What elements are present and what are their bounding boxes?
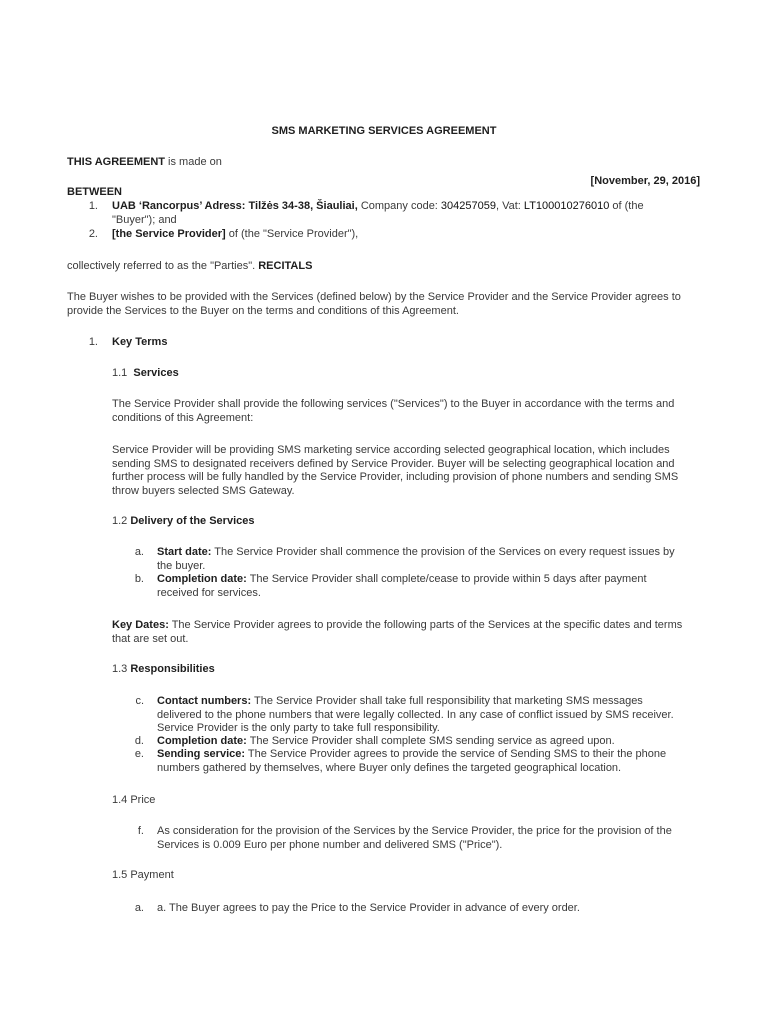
section-1-3-label: Responsibilities [130, 663, 215, 675]
section-1-1-heading [112, 367, 179, 381]
party-1-of-text: of (the [609, 200, 644, 212]
vat-number: LT100010276010 [523, 200, 610, 212]
section-1-3-heading [112, 663, 215, 677]
document-title: SMS MARKETING SERVICES AGREEMENT [271, 125, 497, 137]
party-1-number: 1. [88, 200, 98, 212]
section-1-4-heading: 1.4 Price [112, 794, 156, 806]
key-dates-label: Key Dates: [112, 619, 169, 631]
start-date-item [157, 546, 717, 573]
item-text: The Service Provider shall take full responsibility that marketing SMS messages [251, 695, 643, 707]
item-text: The Service Provider agrees to provide the service of Sending SMS to their the phone [245, 748, 667, 760]
sending-service-item [157, 748, 717, 775]
payment-item [157, 902, 717, 916]
this-agreement-label: THIS AGREEMENT [67, 156, 165, 168]
recitals-line: provide the Services to the Buyer on the terms and conditions of this Agreement. [67, 304, 459, 317]
section-1-1-label: Services [133, 367, 179, 379]
key-terms-number: 1. [88, 336, 98, 348]
recitals-line: The Buyer wishes to be provided with the Services (defined below) by the Service Provider and the Service Provider agrees to [67, 291, 681, 303]
key-dates-text: that are set out. [112, 632, 189, 645]
list-letter: a. [134, 546, 144, 558]
item-text: The Service Provider shall complete SMS sending service as agreed upon. [246, 735, 615, 747]
list-letter: d. [134, 735, 144, 747]
recitals-paragraph [67, 291, 707, 318]
item-text: received for services. [157, 586, 261, 599]
between-label: BETWEEN [67, 186, 122, 198]
party-2-number: 2. [88, 228, 98, 240]
recitals-heading: RECITALS [258, 260, 313, 272]
is-made-on-text: is made on [165, 156, 222, 168]
start-date-label: Start date: [157, 546, 212, 558]
price-item [157, 825, 717, 852]
party-1 [112, 200, 712, 227]
contact-numbers-label: Contact numbers: [157, 695, 252, 707]
item-text: The Service Provider shall commence the provision of the Services on every request issues by [211, 546, 675, 558]
completion-date-label: Completion date: [157, 735, 247, 747]
contact-numbers-item [157, 695, 717, 736]
collectively-text: collectively referred to as the "Parties". [67, 260, 259, 272]
completion-date-item-2 [157, 735, 717, 749]
agreement-date: [November, 29, 2016] [590, 175, 700, 187]
party-1-line-2: "Buyer"); and [112, 213, 177, 226]
services-line: sending SMS to designated receivers defined by Service Provider. Buyer will be selecting geographical location and [112, 457, 675, 470]
party-2-name: [the Service Provider] [112, 228, 226, 240]
list-letter: a. [134, 902, 144, 914]
sending-service-label: Sending service: [157, 748, 246, 760]
services-paragraph-1 [112, 398, 712, 425]
completion-date-item [157, 573, 717, 600]
company-code: 304257059 [440, 200, 496, 212]
key-terms-heading: Key Terms [112, 336, 168, 348]
item-text: The Service Provider shall complete/cease to provide within 5 days after payment [246, 573, 647, 585]
list-letter: b. [134, 573, 144, 585]
services-line: conditions of this Agreement: [112, 411, 254, 424]
party-2-text: of (the "Service Provider"), [225, 228, 359, 240]
services-line: The Service Provider shall provide the following services ("Services") to the Buyer in accordance with the terms and [112, 398, 675, 410]
completion-date-label: Completion date: [157, 573, 247, 585]
item-text: As consideration for the provision of the Services by the Service Provider, the price for the provision of the [157, 825, 672, 837]
services-paragraph-2 [112, 444, 712, 498]
item-text: the buyer. [157, 559, 206, 572]
list-letter: c. [135, 695, 144, 707]
list-letter: e. [134, 748, 144, 760]
item-text: Services is 0.009 Euro per phone number and delivered SMS ("Price"). [157, 838, 503, 851]
section-1-3-number: 1.3 [112, 663, 131, 675]
item-text: a. The Buyer agrees to pay the Price to the Service Provider in advance of every order. [157, 902, 580, 914]
party-1-name: UAB ‘Rancorpus’ Adress: Tilžės 34-38, Šiauliai, [112, 200, 358, 212]
party-2 [112, 228, 712, 242]
item-text: numbers gathered by themselves, where Buyer only defines the targeted geographical location. [157, 761, 622, 774]
services-line: further process will be fully handled by the Service Provider, including provision of phone numbers and sending SMS [112, 471, 679, 483]
section-1-1-number: 1.1 [112, 367, 128, 379]
item-text: Service Provider is the only party to take full responsibility. [157, 722, 440, 734]
key-dates-text: The Service Provider agrees to provide the following parts of the Services at the specific dates and terms [168, 619, 683, 631]
list-letter: f. [137, 825, 144, 837]
section-1-2-number: 1.2 [112, 515, 131, 527]
intro-line [67, 156, 222, 170]
section-1-2-label: Delivery of the Services [130, 515, 255, 527]
item-text: delivered to the phone numbers that were legally collected. In any case of conflict issued by SMS receiver. [157, 708, 674, 721]
section-1-2-heading [112, 515, 254, 529]
services-line: Service Provider will be providing SMS marketing service according selected geographical location, which includes [112, 444, 670, 456]
party-1-vat-label: , Vat: [495, 200, 524, 212]
services-line: throw buyers selected SMS Gateway. [112, 484, 295, 497]
section-1-5-heading: 1.5 Payment [112, 869, 174, 881]
party-1-company-code-label: Company code: [357, 200, 441, 212]
collectively-line [67, 260, 312, 274]
key-dates-paragraph [112, 619, 712, 646]
